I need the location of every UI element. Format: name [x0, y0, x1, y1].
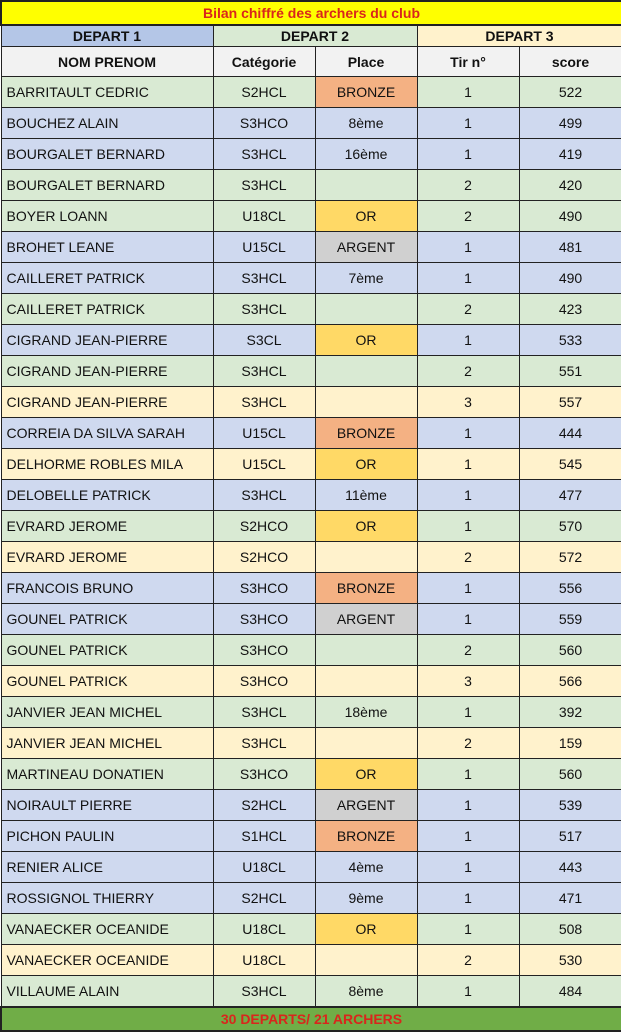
- cell-place: 4ème: [315, 852, 417, 883]
- cell-tir: 1: [417, 263, 519, 294]
- cell-tir: 1: [417, 573, 519, 604]
- cell-category: S3HCL: [213, 697, 315, 728]
- header-nom-prenom: NOM PRENOM: [1, 47, 213, 77]
- cell-score: 477: [519, 480, 621, 511]
- cell-score: 392: [519, 697, 621, 728]
- table-row: [1, 883, 621, 914]
- cell-name: CIGRAND JEAN-PIERRE: [1, 387, 213, 418]
- cell-place: BRONZE: [315, 573, 417, 604]
- cell-category: S3HCL: [213, 263, 315, 294]
- cell-tir: 2: [417, 728, 519, 759]
- table-row: [1, 635, 621, 666]
- cell-tir: 1: [417, 852, 519, 883]
- cell-place: OR: [315, 511, 417, 542]
- cell-category: U18CL: [213, 914, 315, 945]
- cell-category: S2HCL: [213, 790, 315, 821]
- table-row: [1, 356, 621, 387]
- cell-category: S3HCO: [213, 759, 315, 790]
- table-row: [1, 697, 621, 728]
- cell-name: RENIER ALICE: [1, 852, 213, 883]
- cell-tir: 1: [417, 418, 519, 449]
- cell-score: 570: [519, 511, 621, 542]
- footer-summary: 30 DEPARTS/ 21 ARCHERS: [1, 1007, 621, 1031]
- cell-place: OR: [315, 449, 417, 480]
- cell-score: 539: [519, 790, 621, 821]
- cell-score: 556: [519, 573, 621, 604]
- cell-tir: 3: [417, 387, 519, 418]
- table-row: [1, 263, 621, 294]
- table-row: [1, 852, 621, 883]
- table-row: [1, 511, 621, 542]
- cell-name: CIGRAND JEAN-PIERRE: [1, 325, 213, 356]
- cell-name: GOUNEL PATRICK: [1, 604, 213, 635]
- cell-tir: 2: [417, 542, 519, 573]
- cell-score: 557: [519, 387, 621, 418]
- cell-score: 508: [519, 914, 621, 945]
- cell-name: EVRARD JEROME: [1, 542, 213, 573]
- cell-tir: 1: [417, 790, 519, 821]
- table-row: [1, 108, 621, 139]
- cell-score: 560: [519, 759, 621, 790]
- cell-score: 490: [519, 263, 621, 294]
- table-row: [1, 759, 621, 790]
- cell-score: 471: [519, 883, 621, 914]
- cell-place: 7ème: [315, 263, 417, 294]
- table-row: [1, 790, 621, 821]
- departs-row: [1, 25, 621, 47]
- table-row: [1, 666, 621, 697]
- cell-category: U18CL: [213, 945, 315, 976]
- cell-place: ARGENT: [315, 790, 417, 821]
- cell-name: DELOBELLE PATRICK: [1, 480, 213, 511]
- cell-category: S3HCO: [213, 573, 315, 604]
- cell-tir: 1: [417, 914, 519, 945]
- cell-tir: 3: [417, 666, 519, 697]
- cell-category: S3HCL: [213, 139, 315, 170]
- cell-category: S3HCO: [213, 108, 315, 139]
- cell-name: CAILLERET PATRICK: [1, 294, 213, 325]
- cell-name: BOYER LOANN: [1, 201, 213, 232]
- cell-place: [315, 170, 417, 201]
- cell-name: BROHET LEANE: [1, 232, 213, 263]
- cell-tir: 1: [417, 883, 519, 914]
- cell-tir: 1: [417, 139, 519, 170]
- cell-score: 533: [519, 325, 621, 356]
- cell-score: 572: [519, 542, 621, 573]
- cell-name: BARRITAULT CEDRIC: [1, 77, 213, 108]
- cell-place: BRONZE: [315, 77, 417, 108]
- cell-tir: 2: [417, 294, 519, 325]
- cell-name: GOUNEL PATRICK: [1, 666, 213, 697]
- cell-score: 484: [519, 976, 621, 1008]
- cell-category: S3HCL: [213, 356, 315, 387]
- depart-1-label: DEPART 1: [1, 25, 213, 47]
- cell-tir: 1: [417, 480, 519, 511]
- table-row: [1, 573, 621, 604]
- cell-tir: 2: [417, 201, 519, 232]
- table-row: [1, 604, 621, 635]
- cell-name: BOURGALET BERNARD: [1, 170, 213, 201]
- cell-name: EVRARD JEROME: [1, 511, 213, 542]
- cell-place: 11ème: [315, 480, 417, 511]
- table-row: [1, 418, 621, 449]
- cell-tir: 1: [417, 759, 519, 790]
- cell-category: U15CL: [213, 418, 315, 449]
- cell-name: CAILLERET PATRICK: [1, 263, 213, 294]
- cell-score: 159: [519, 728, 621, 759]
- footer-row: [1, 1007, 621, 1031]
- table-row: [1, 325, 621, 356]
- cell-name: GOUNEL PATRICK: [1, 635, 213, 666]
- cell-place: [315, 666, 417, 697]
- header-tir: Tir n°: [417, 47, 519, 77]
- cell-place: OR: [315, 201, 417, 232]
- cell-score: 419: [519, 139, 621, 170]
- cell-tir: 1: [417, 325, 519, 356]
- table-row: [1, 77, 621, 108]
- depart-2-label: DEPART 2: [213, 25, 417, 47]
- cell-category: U18CL: [213, 852, 315, 883]
- cell-tir: 2: [417, 945, 519, 976]
- table-row: [1, 232, 621, 263]
- cell-category: S1HCL: [213, 821, 315, 852]
- cell-tir: 2: [417, 170, 519, 201]
- cell-score: 490: [519, 201, 621, 232]
- table-row: [1, 170, 621, 201]
- cell-category: S2HCO: [213, 542, 315, 573]
- cell-place: ARGENT: [315, 232, 417, 263]
- cell-score: 551: [519, 356, 621, 387]
- table-row: [1, 821, 621, 852]
- cell-name: PICHON PAULIN: [1, 821, 213, 852]
- cell-place: [315, 356, 417, 387]
- cell-name: MARTINEAU DONATIEN: [1, 759, 213, 790]
- table-row: [1, 480, 621, 511]
- cell-tir: 1: [417, 449, 519, 480]
- cell-category: S3HCO: [213, 666, 315, 697]
- table-row: [1, 201, 621, 232]
- cell-place: [315, 542, 417, 573]
- cell-score: 499: [519, 108, 621, 139]
- cell-category: S3HCL: [213, 976, 315, 1008]
- header-categorie: Catégorie: [213, 47, 315, 77]
- cell-score: 530: [519, 945, 621, 976]
- table-row: [1, 914, 621, 945]
- cell-category: S3HCL: [213, 728, 315, 759]
- cell-category: S3HCL: [213, 170, 315, 201]
- cell-category: S2HCL: [213, 77, 315, 108]
- cell-category: S3HCL: [213, 294, 315, 325]
- title-row: [1, 1, 621, 25]
- table-title: Bilan chiffré des archers du club: [1, 1, 621, 25]
- cell-category: U15CL: [213, 449, 315, 480]
- cell-place: BRONZE: [315, 821, 417, 852]
- table-row: [1, 387, 621, 418]
- cell-name: JANVIER JEAN MICHEL: [1, 728, 213, 759]
- table-row: [1, 728, 621, 759]
- table-row: [1, 449, 621, 480]
- cell-category: U18CL: [213, 201, 315, 232]
- cell-name: NOIRAULT PIERRE: [1, 790, 213, 821]
- cell-place: BRONZE: [315, 418, 417, 449]
- cell-place: [315, 945, 417, 976]
- cell-place: 18ème: [315, 697, 417, 728]
- cell-place: [315, 728, 417, 759]
- cell-tir: 1: [417, 511, 519, 542]
- cell-category: S2HCL: [213, 883, 315, 914]
- cell-place: [315, 387, 417, 418]
- cell-place: OR: [315, 325, 417, 356]
- cell-place: ARGENT: [315, 604, 417, 635]
- cell-name: VANAECKER OCEANIDE: [1, 914, 213, 945]
- cell-tir: 2: [417, 356, 519, 387]
- cell-score: 559: [519, 604, 621, 635]
- depart-3-label: DEPART 3: [417, 25, 621, 47]
- table-row: [1, 294, 621, 325]
- table-row: [1, 542, 621, 573]
- cell-place: 9ème: [315, 883, 417, 914]
- cell-tir: 1: [417, 77, 519, 108]
- cell-category: S3HCO: [213, 604, 315, 635]
- cell-place: [315, 635, 417, 666]
- header-score: score: [519, 47, 621, 77]
- cell-score: 443: [519, 852, 621, 883]
- cell-category: S3HCL: [213, 387, 315, 418]
- cell-score: 545: [519, 449, 621, 480]
- cell-name: CORREIA DA SILVA SARAH: [1, 418, 213, 449]
- cell-tir: 1: [417, 232, 519, 263]
- cell-place: 16ème: [315, 139, 417, 170]
- cell-name: ROSSIGNOL THIERRY: [1, 883, 213, 914]
- cell-tir: 1: [417, 604, 519, 635]
- cell-place: OR: [315, 759, 417, 790]
- cell-tir: 1: [417, 821, 519, 852]
- cell-score: 517: [519, 821, 621, 852]
- header-place: Place: [315, 47, 417, 77]
- table-row: [1, 139, 621, 170]
- cell-name: BOUCHEZ ALAIN: [1, 108, 213, 139]
- cell-score: 423: [519, 294, 621, 325]
- cell-tir: 1: [417, 108, 519, 139]
- cell-tir: 2: [417, 635, 519, 666]
- cell-name: VILLAUME ALAIN: [1, 976, 213, 1008]
- cell-category: S3HCL: [213, 480, 315, 511]
- cell-category: S3HCO: [213, 635, 315, 666]
- cell-score: 522: [519, 77, 621, 108]
- cell-tir: 1: [417, 697, 519, 728]
- cell-score: 444: [519, 418, 621, 449]
- cell-category: S2HCO: [213, 511, 315, 542]
- cell-category: U15CL: [213, 232, 315, 263]
- cell-name: DELHORME ROBLES MILA: [1, 449, 213, 480]
- cell-score: 420: [519, 170, 621, 201]
- cell-name: VANAECKER OCEANIDE: [1, 945, 213, 976]
- cell-name: CIGRAND JEAN-PIERRE: [1, 356, 213, 387]
- table-row: [1, 945, 621, 976]
- cell-name: FRANCOIS BRUNO: [1, 573, 213, 604]
- cell-score: 566: [519, 666, 621, 697]
- cell-name: JANVIER JEAN MICHEL: [1, 697, 213, 728]
- cell-category: S3CL: [213, 325, 315, 356]
- cell-score: 560: [519, 635, 621, 666]
- cell-place: [315, 294, 417, 325]
- cell-place: 8ème: [315, 108, 417, 139]
- cell-place: 8ème: [315, 976, 417, 1008]
- cell-tir: 1: [417, 976, 519, 1008]
- cell-place: OR: [315, 914, 417, 945]
- column-header-row: [1, 47, 621, 77]
- cell-name: BOURGALET BERNARD: [1, 139, 213, 170]
- cell-score: 481: [519, 232, 621, 263]
- table-row: [1, 976, 621, 1008]
